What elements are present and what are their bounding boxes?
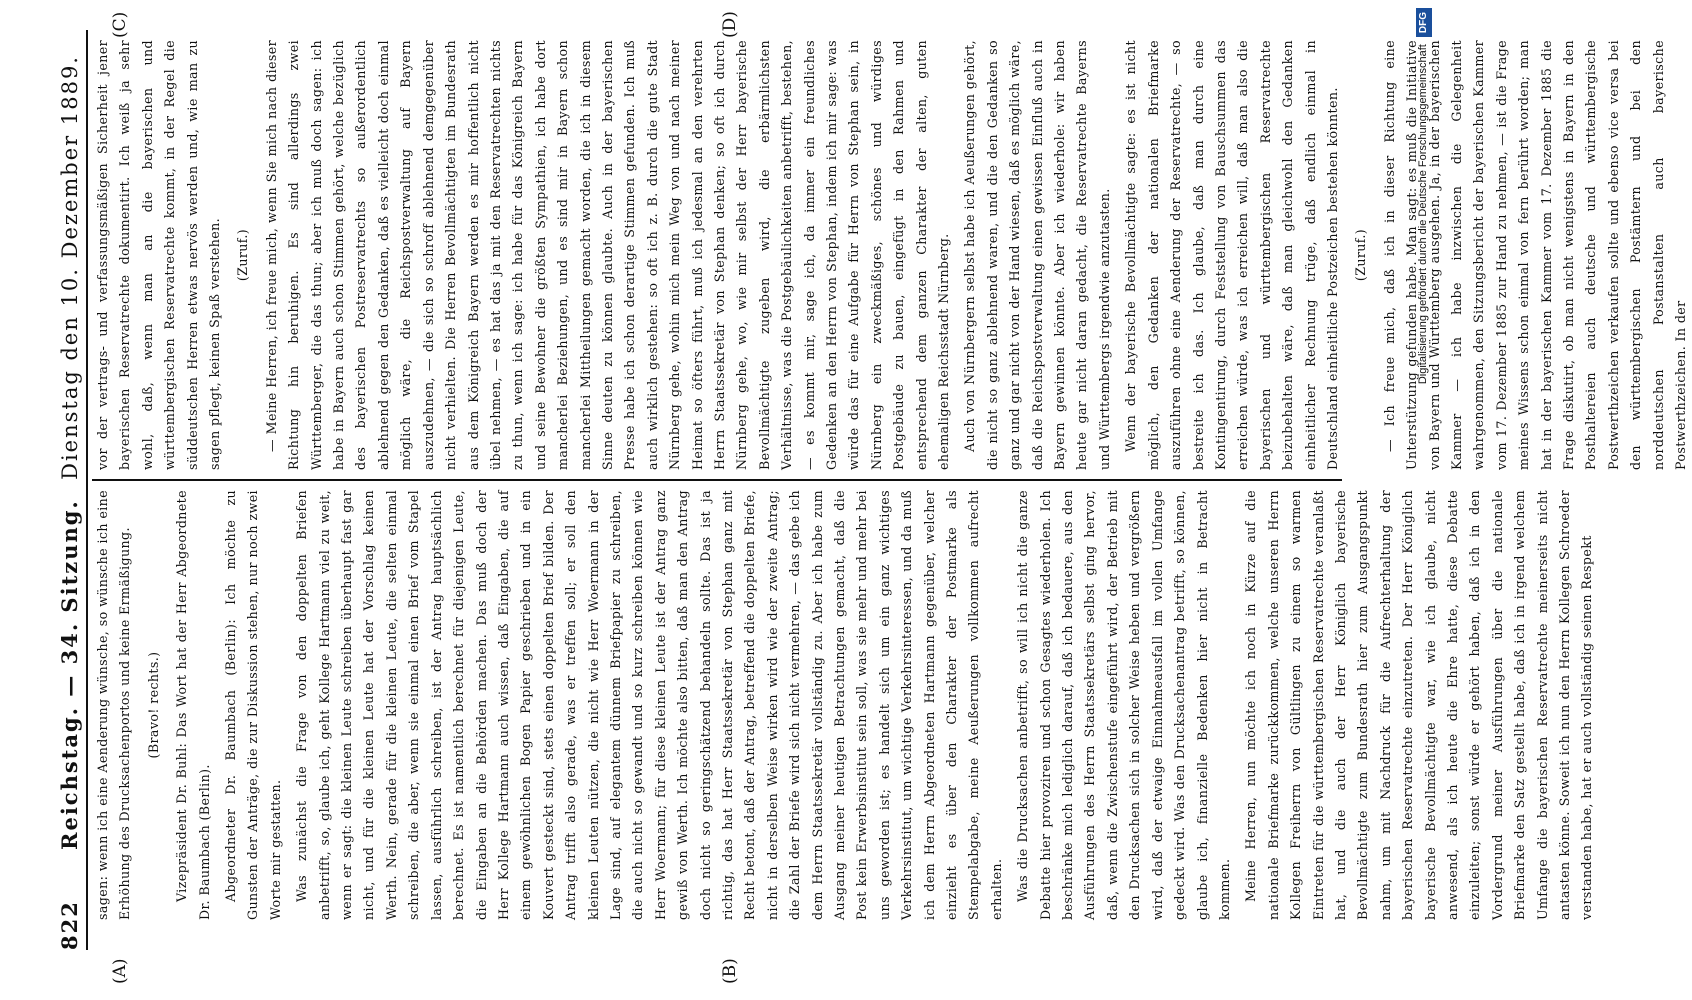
page-title: Reichstag. — 34. Sitzung.: [57, 499, 82, 850]
page-number: 822: [57, 900, 82, 950]
paragraph: Wenn der bayerische Bevollmächtigte sagte: es ist nicht möglich, den Gedanken der nationalen Briefmarke auszuführen ohne eine Aenderung der Reservatrechte, — so bestreite ich das. Ich glaube, daß man durch eine Kontingentirung, durch Feststellung von Bauschsummen das erreichen würde, was ich erreichen will, daß man also die bayerischen und württembergischen Reservatrechte beizubehalten wäre, daß man gleichwohl den Gedanken einheitlicher Rechnung trüge, daß endlich einmal in Deutschland einheitliche Postzeichen bestehen könnten.: [1123, 40, 1340, 470]
margin-marker-c: (C): [110, 11, 130, 38]
paragraph: Meine Herren, nun möchte ich noch in Kürze auf die nationale Briefmarke zurückkommen, welche unseren Herrn Kollegen Freiherrn von Gültlingen zu einem so warmen Eintreten für die württembergischen Reservatrechte veranlaßt hat, und die auch der Herr Königlich bayerische Bevollmächtigte zum Bundesrath hier zum Ausgangspunkt nahm, um mit Nachdruck für die Aufrechterhaltung der bayerischen Reservatrechte einzutreten. Der Herr Königlich bayerische Bevollmächtigte war, wie ich glaube, nicht anwesend, als ich heute die Ehre hatte, diese Debatte einzuleiten; sonst würde er gehört haben, daß ich in den Vordergrund meiner Ausführungen über die nationale Briefmarke den Satz gestellt habe, daß ich in irgend welchem Umfange die bayerischen Reservatrechte meinerseits nicht antasten könne. Soweit ich nun den Herrn Kollegen Schroeder verstanden habe, hat er auch vollständig seinen Respekt: [1243, 490, 1595, 920]
paragraph: Was zunächst die Frage von den doppelten Briefen anbetrifft, so, glaube ich, geht Kollege Hartmann viel zu weit, wenn er sagt: die kleinen Leute schreiben überhaupt fast gar nicht, und für die kleinen Leute hat der Vorschlag keinen Werth. Nein, gerade für die kleinen Leute, die selten einmal schreiben, die aber, wenn sie einmal einen Brief vom Stapel lassen, ausführlich schreiben, ist der Antrag hauptsächlich berechnet. Es ist namentlich berechnet für diejenigen Leute, die Eingaben an die Behörden machen. Das muß doch der Herr Kollege Hartmann auch wissen, daß Eingaben, die auf einem gewöhnlichen Bogen Papier geschrieben und in ein Kouvert gesteckt sind, stets einen doppelten Brief bilden. Der Antrag trifft also gerade, was er treffen soll; er soll den kleinen Leuten nützen, die nicht wie Herr Woermann in der Lage sind, auf elegantem dünnem Briefpapier zu schreiben, die auch nicht so gewandt und so kurz schreiben können wie Herr Woermann; für diese kleinen Leute ist der Antrag ganz gewiß von Werth. Ich möchte also bitten, daß man den Antrag doch nicht so geringschätzend behandeln sollte. Das ist ja richtig, das hat Herr Staatssekretär von Stephan ganz mit Recht betont, daß der Antrag, betreffend die doppelten Briefe, nicht in derselben Weise wirken wird wie der zweite Antrag; die Zahl der Briefe wird sich nicht vermehren, — das gebe ich dem Herrn Staatssekretär vollständig zu. Aber ich habe zum Ausgang meiner heutigen Betrachtungen gemacht, daß die Post kein Erwerbsinstitut sein soll, was sie mehr und mehr bei uns geworden ist; es handelt sich um ein ganz wichtiges Verkehrsinstitut, um wichtige Verkehrsinteressen, und da muß ich dem Herrn Abgeordneten Hartmann gegenüber, welcher einzieht es über den Charakter der Postmarke als Stempelabgabe, meine Aeußerungen vollkommen aufrecht erhalten.: [294, 490, 1004, 920]
page-date: Dienstag den 10. Dezember 1889.: [58, 55, 82, 480]
paragraph: Was die Drucksachen anbetrifft, so will ich nicht die ganze Debatte hier provoziren und schon Gesagtes wiederholen. Ich beschränke mich lediglich darauf, daß ich bedauere, aus den Ausführungen des Herrn Staatssekretärs selbst ging hervor, daß, wenn die Zwischenstufe eingeführt wird, der Betrieb mit den Drucksachen sich in solcher Weise heben und vergrößern wird, daß der etwaige Einnahmeausfall im vollen Umfange gedeckt wird. Was den Drucksachenantrag betrifft, so können, glaube ich, finanzielle Bedenken hier nicht in Betracht kommen.: [1015, 490, 1232, 920]
interjection: (Zuruf.): [235, 228, 251, 282]
interjection: (Bravo! rechts.): [145, 651, 161, 759]
paragraph: — Ich freue mich, daß ich in dieser Richtung eine Unterstützung gefunden habe. Man sagt: es muß die Initiative von Bayern und Württemberg ausgehen. Ja, in der bayerischen Kammer — ich habe inzwischen die Gelegenheit wahrgenommen, den Sitzungsbericht der bayerischen Kammer vom 17. Dezember 1885 zur Hand zu nehmen, — ist die Frage meines Wissens schon einmal von fern berührt worden; man hat in der bayerischen Kammer vom 17. Dezember 1885 die Frage diskutirt, ob man nicht wenigstens in Bayern in den Posthaltereien auch deutsche und württembergische Postwerthzeichen verkaufen sollte und ebenso vice versa bei den württembergischen Postämtern und bei den norddeutschen Postanstalten auch bayerische Postwerthzeichen. In der: [1381, 40, 1689, 470]
credit-text: Digitalisierung gefördert durch die Deutsche Forschungsgemeinschaft: [1417, 44, 1429, 385]
paragraph: — Meine Herren, ich freue mich, wenn Sie mich nach dieser Richtung hin beruhigen. Es sind allerdings zwei Württemberger, die das thun; aber ich muß doch sagen: ich habe in Bayern auch schon Stimmen gehört, welche bezüglich des bayerischen Postreservatrechts so außerordentlich ablehnend gegen den Gedanken, daß es vielleicht doch einmal möglich wäre, die Reichspostverwaltung auf Bayern auszudehnen, — die sich so schroff ablehnend demgegenüber nicht verhielten. Die Herren Bevollmächtigten im Bundesrath aus dem Königreich Bayern werden es mir hoffentlich nicht übel nehmen, — es hat das ja mit den Reservatrechten nichts zu thun, wenn ich sage: ich habe für das Königreich Bayern und seine Bewohner die größten Sympathien, ich habe dort mancherlei Beziehungen, und es sind mir in Bayern schon mancherlei Mittheilungen gemacht worden, die ich in diesem Sinne deuten zu können glaubte. Auch in der bayerischen Presse habe ich schon derartige Stimmen gefunden. Ich muß auch wirklich gestehen: so oft ich z. B. durch die gute Stadt Nürnberg gehe, wohin mich mein Weg von und nach meiner Heimat so öfters führt, muß ich jedesmal an den verehrten Herrn Staatssekretär von Stephan denken; so oft ich durch Nürnberg gehe, wo, wie mir selbst der Herr bayerische Bevollmächtigte zugeben wird, die erbärmlichsten Verhältnisse, was die Postgebäulichkeiten anbetrifft, bestehen, — es kommt mir, sage ich, da immer ein freundliches Gedenken an den Herrn von Stephan, indem ich mir sage: was würde das für eine Aufgabe für Herrn von Stephan sein, in Nürnberg ein zweckmäßiges, schönes und würdiges Postgebäude zu bauen, eingefügt in den Rahmen und entsprechend dem ganzen Charakter der alten, guten ehemaligen Reichsstadt Nürnberg.: [263, 40, 952, 470]
paragraph: Abgeordneter Dr. Baumbach (Berlin): Ich möchte zu Gunsten der Anträge, die zur Diskussion stehen, nur noch zwei Worte mir gestatten.: [223, 490, 283, 920]
digitization-credit: [1408, 0, 1430, 1000]
margin-marker-d: (D): [720, 11, 740, 38]
column-divider: [92, 479, 1342, 481]
paragraph: vor der vertrags- und verfassungsmäßigen Sicherheit jener bayerischen Reservatrechte dokumentirt. Ich weiß ja sehr wohl, daß, wenn man an die bayerischen und württembergischen Reservatrechte kommt, in der Regel die süddeutschen Herren etwas nervös werden und, wie man zu sagen pflegt, keinen Spaß verstehen.: [95, 40, 223, 470]
margin-marker-a: (A): [110, 958, 130, 984]
paragraph: Vizepräsident Dr. Buhl: Das Wort hat der Herr Abgeordnete Dr. Baumbach (Berlin).: [174, 490, 212, 920]
interjection: (Zuruf.): [1353, 228, 1369, 282]
dfg-logo: DFG: [1416, 8, 1432, 37]
paragraph: sagen: wenn ich eine Aenderung wünsche, so wünsche ich eine Erhöhung des Drucksachenportos und keine Ermäßigung.: [95, 490, 133, 920]
page-header: [52, 30, 88, 950]
text-column-left: [92, 490, 1595, 920]
margin-marker-b: (B): [720, 958, 740, 984]
paragraph: Auch von Nürnbergern selbst habe ich Aeußerungen gehört, die nicht so ganz ablehnend waren, und die den Gedanken so ganz und gar nicht von der Hand wiesen, daß es möglich wäre, daß die Reichspostverwaltung einen gewissen Einfluß auch in Bayern gewinnen könnte. Aber ich wiederhole: wir haben heute gar nicht daran gedacht, die Reservatrechte Bayerns und Württembergs irgendwie anzutasten.: [962, 40, 1112, 470]
